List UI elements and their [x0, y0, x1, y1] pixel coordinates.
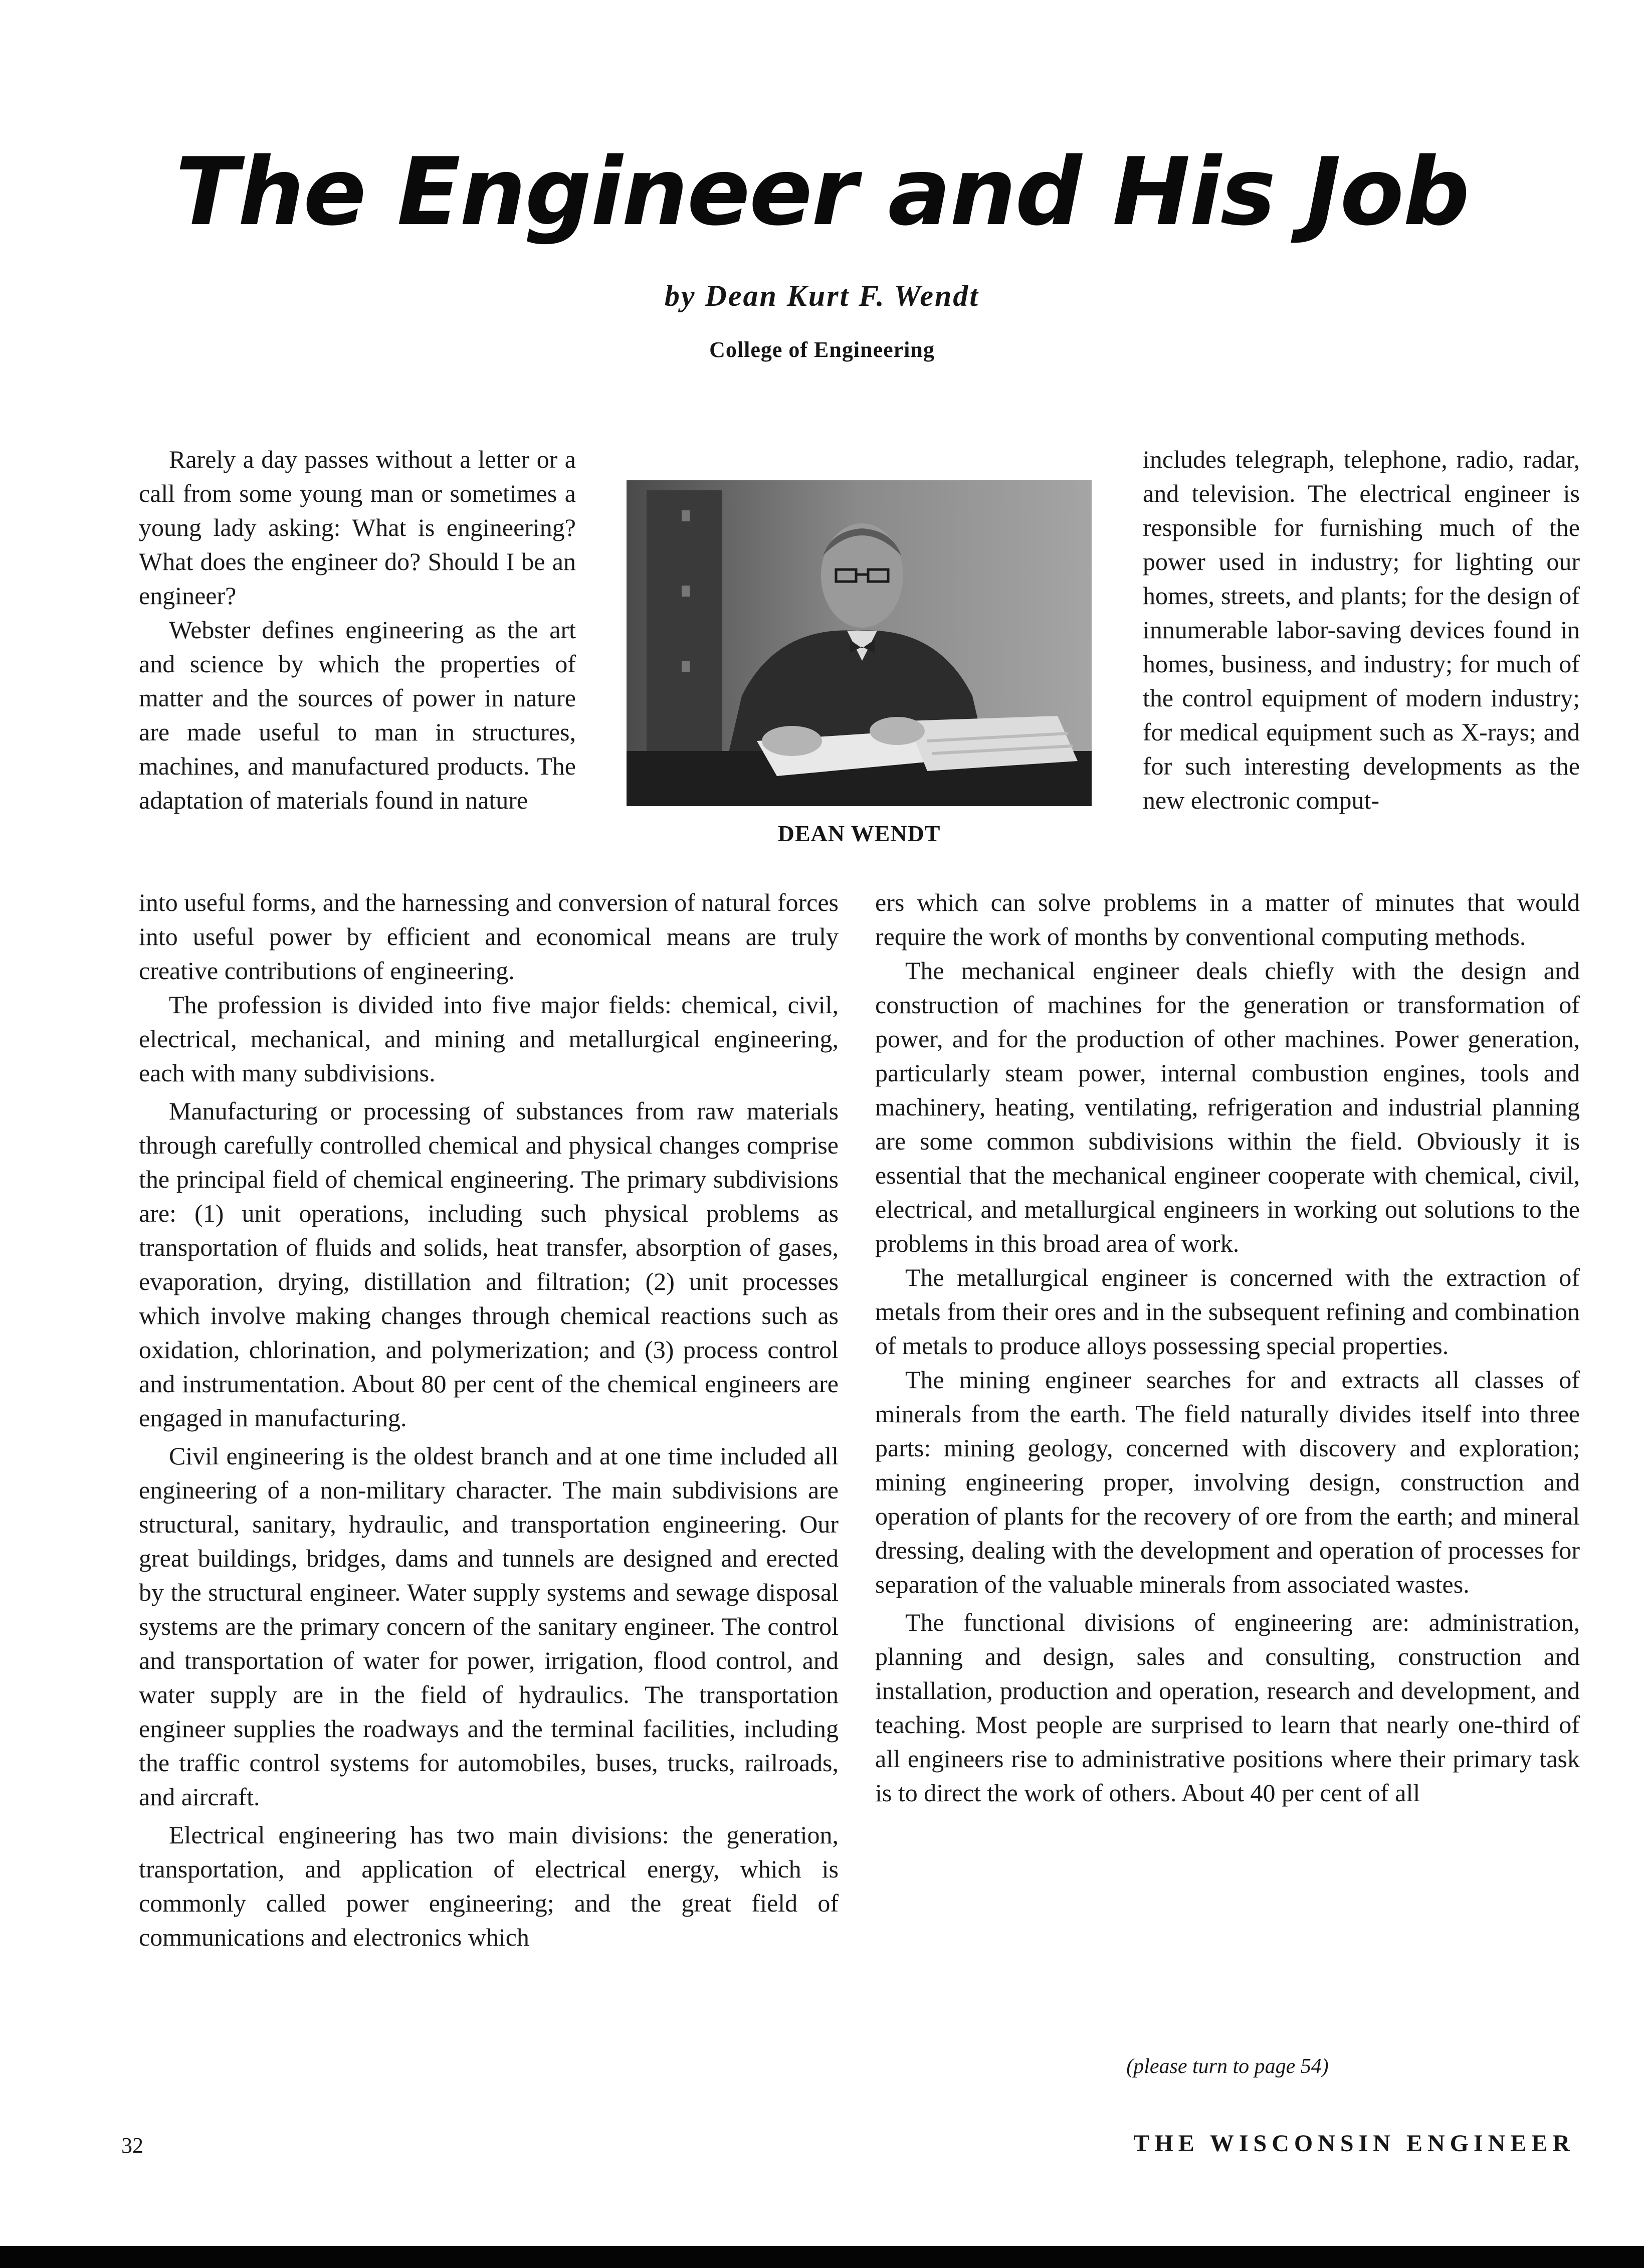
- body-column-left: [139, 885, 839, 1954]
- body-column-right: [875, 885, 1580, 1810]
- paragraph: Rarely a day passes without a letter or a call from some young man or sometimes a young lady asking: What is engineering? What does the engineer do? Should I be an engineer?: [139, 445, 576, 610]
- article-title: The Engineer and His Job: [175, 137, 1469, 246]
- paragraph: Webster defines engineering as the art and science by which the properties of matter and the sources of power in nature are made useful to man in structures, machines, and manufactured products. The adaptation of materials found in nature: [139, 616, 576, 814]
- paragraph: The profession is divided into five major fields: chemical, civil, electrical, mechanical, and mining and metallurgical engineering, each with many subdivisions.: [139, 991, 839, 1087]
- paragraph: into useful forms, and the harnessing and conversion of natural forces into useful power by efficient and economical means are truly creative contributions of engineering.: [139, 888, 839, 985]
- page-number: 32: [121, 2133, 143, 2158]
- paragraph: ers which can solve problems in a matter of minutes that would require the work of months by conventional computing methods.: [875, 888, 1580, 951]
- paragraph: The metallurgical engineer is concerned with the extraction of metals from their ores and in the subsequent refining and combination of metals to produce alloys possessing special properties.: [875, 1263, 1580, 1360]
- author-photo: [627, 480, 1092, 806]
- photo-caption: DEAN WENDT: [777, 821, 941, 846]
- paragraph: includes telegraph, telephone, radio, radar, and television. The electrical engineer is responsible for furnishing much of the power used in industry; for lighting our homes, streets, and plants; for the design of innumerable labor-saving devices found in homes, business, and industry; for much of the control equipment of modern industry; for medical equipment such as X-rays; and for such interesting developments as the new electronic comput-: [1143, 445, 1580, 814]
- paragraph: Civil engineering is the oldest branch and at one time included all engineering of a non-military character. The main subdivisions are structural, sanitary, hydraulic, and transportation engineering. Our great buildings, bridges, dams and tunnels are designed and erected by the structural engineer. Water supply systems and sewage disposal systems are the primary concern of the sanitary engineer. The control and transportation of water for power, irrigation, flood control, and water supply are in the field of hydraulics. The transportation engineer supplies the roadways and the terminal facilities, including the traffic control systems for automobiles, buses, trucks, railroads, and aircraft.: [139, 1442, 839, 1811]
- journal-name: THE WISCONSIN ENGINEER: [1133, 2130, 1575, 2157]
- author-affiliation: College of Engineering: [709, 337, 935, 362]
- continuation-note: (please turn to page 54): [1126, 2055, 1329, 2078]
- paragraph: The mechanical engineer deals chiefly with the design and construction of machines for the generation or transformation of power, and for the production of other machines. Power generation, particularly steam power, internal combustion engines, tools and machinery, heating, ventilating, refrigeration and industrial planning are some common subdivisions within the field. Obviously it is essential that the mechanical engineer cooperate with chemical, civil, electrical, and metallurgical engineers in working out solutions to the problems in this broad area of work.: [875, 957, 1580, 1257]
- scan-edge: [0, 2246, 1644, 2268]
- paragraph: Manufacturing or processing of substances from raw materials through carefully controlled chemical and physical changes comprise the principal field of chemical engineering. The primary subdivisions are: (1) unit operations, including such physical problems as transportation of fluids and solids, heat transfer, absorption of gases, evaporation, drying, distillation and filtration; (2) unit processes which involve making changes through chemical reactions such as oxidation, chlorination, and polymerization; and (3) process control and instrumentation. About 80 per cent of the chemical engineers are engaged in manufacturing.: [139, 1097, 839, 1432]
- intro-column-left: [139, 442, 576, 817]
- paragraph: The functional divisions of engineering are: administration, planning and design, sales and consulting, construction and installation, production and operation, research and development, and teaching. Most people are surprised to learn that nearly one-third of all engineers rise to administrative positions where their primary task is to direct the work of others. About 40 per cent of all: [875, 1608, 1580, 1807]
- intro-column-right: [1143, 442, 1580, 817]
- paragraph: The mining engineer searches for and extracts all classes of minerals from the earth. The field naturally divides itself into three parts: mining geology, concerned with discovery and exploration; mining engineering proper, involving design, construction and operation of plants for the recovery of ore from the earth; and mineral dressing, dealing with the development and operation of processes for separation of the valuable minerals from associated wastes.: [875, 1366, 1580, 1598]
- paragraph: Electrical engineering has two main divisions: the generation, transportation, and application of electrical energy, which is commonly called power engineering; and the great field of communications and electronics which: [139, 1821, 839, 1951]
- author-byline: by Dean Kurt F. Wendt: [664, 279, 980, 312]
- portrait-image: [627, 480, 1092, 806]
